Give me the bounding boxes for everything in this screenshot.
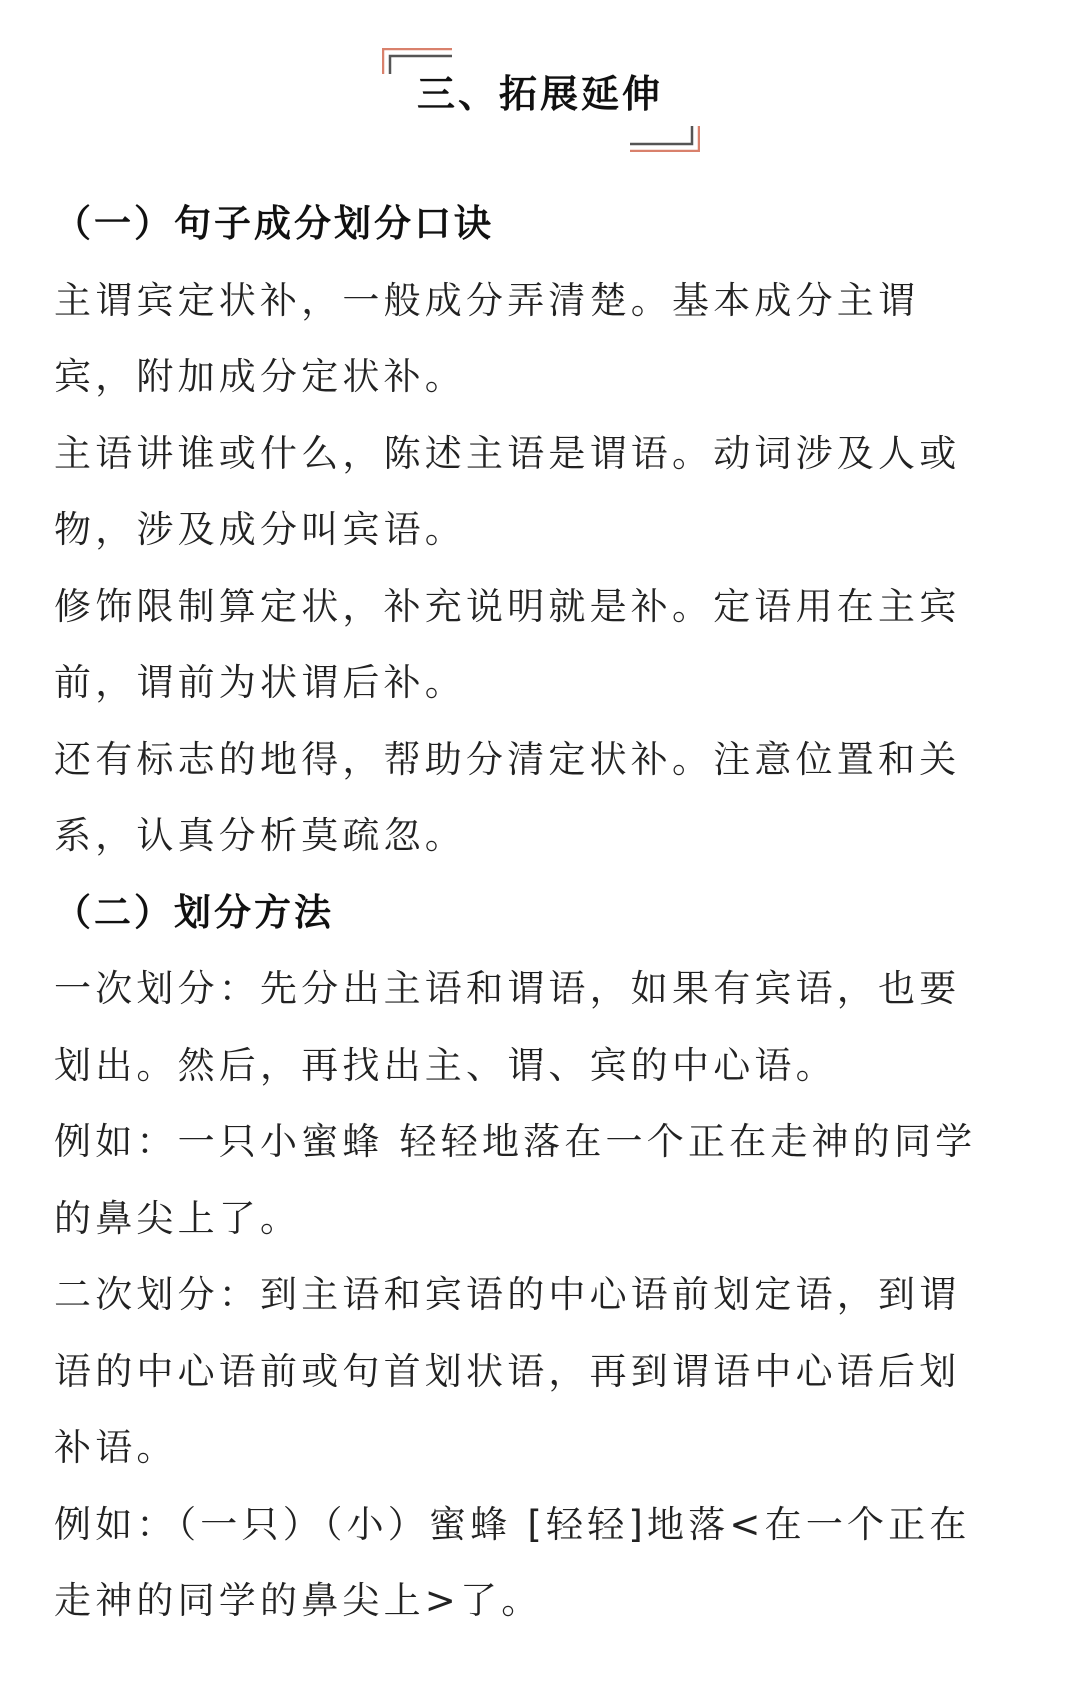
- section-title-frame: [380, 44, 700, 152]
- text-line: 划出。然后，再找出主、谓、宾的中心语。: [54, 1043, 837, 1087]
- text-line: 补语。: [54, 1426, 178, 1469]
- subheading-mnemonic: （一）句子成分划分口诀: [54, 202, 494, 245]
- text-line: 系，认真分析莫疏忽。: [54, 814, 466, 857]
- text-line: 二次划分：到主语和宾语的中心语前划定语，到谓: [54, 1273, 961, 1316]
- text-line: 还有标志的地得，帮助分清定状补。注意位置和关: [54, 737, 961, 781]
- corner-bracket-bottom-right: [630, 126, 700, 152]
- text-line: 例如：一只小蜜蜂 轻轻地落在一个正在走神的同学: [54, 1120, 977, 1163]
- text-line: 一次划分：先分出主语和谓语，如果有宾语，也要: [54, 967, 961, 1010]
- text-line: 走神的同学的鼻尖上>了。: [54, 1579, 543, 1622]
- text-line: 物，涉及成分叫宾语。: [54, 508, 466, 551]
- article-body: [54, 186, 1034, 1640]
- text-line: 例如：（一只）（小）蜜蜂 [轻轻]地落<在一个正在: [54, 1502, 971, 1546]
- text-line: 的鼻尖上了。: [54, 1196, 302, 1240]
- section-title: 三、拓展延伸: [416, 72, 663, 116]
- text-line: 主语讲谁或什么，陈述主语是谓语。动词涉及人或: [54, 431, 961, 475]
- text-line: 语的中心语前或句首划状语，再到谓语中心语后划: [54, 1349, 961, 1393]
- text-line: 修饰限制算定状，补充说明就是补。定语用在主宾: [54, 584, 961, 628]
- text-line: 宾，附加成分定状补。: [54, 355, 466, 398]
- text-line: 前，谓前为状谓后补。: [54, 661, 466, 704]
- corner-bracket-top-left: [382, 48, 452, 74]
- subheading-method: （二）划分方法: [54, 890, 334, 934]
- text-line: 主谓宾定状补，一般成分弄清楚。基本成分主谓: [54, 278, 920, 322]
